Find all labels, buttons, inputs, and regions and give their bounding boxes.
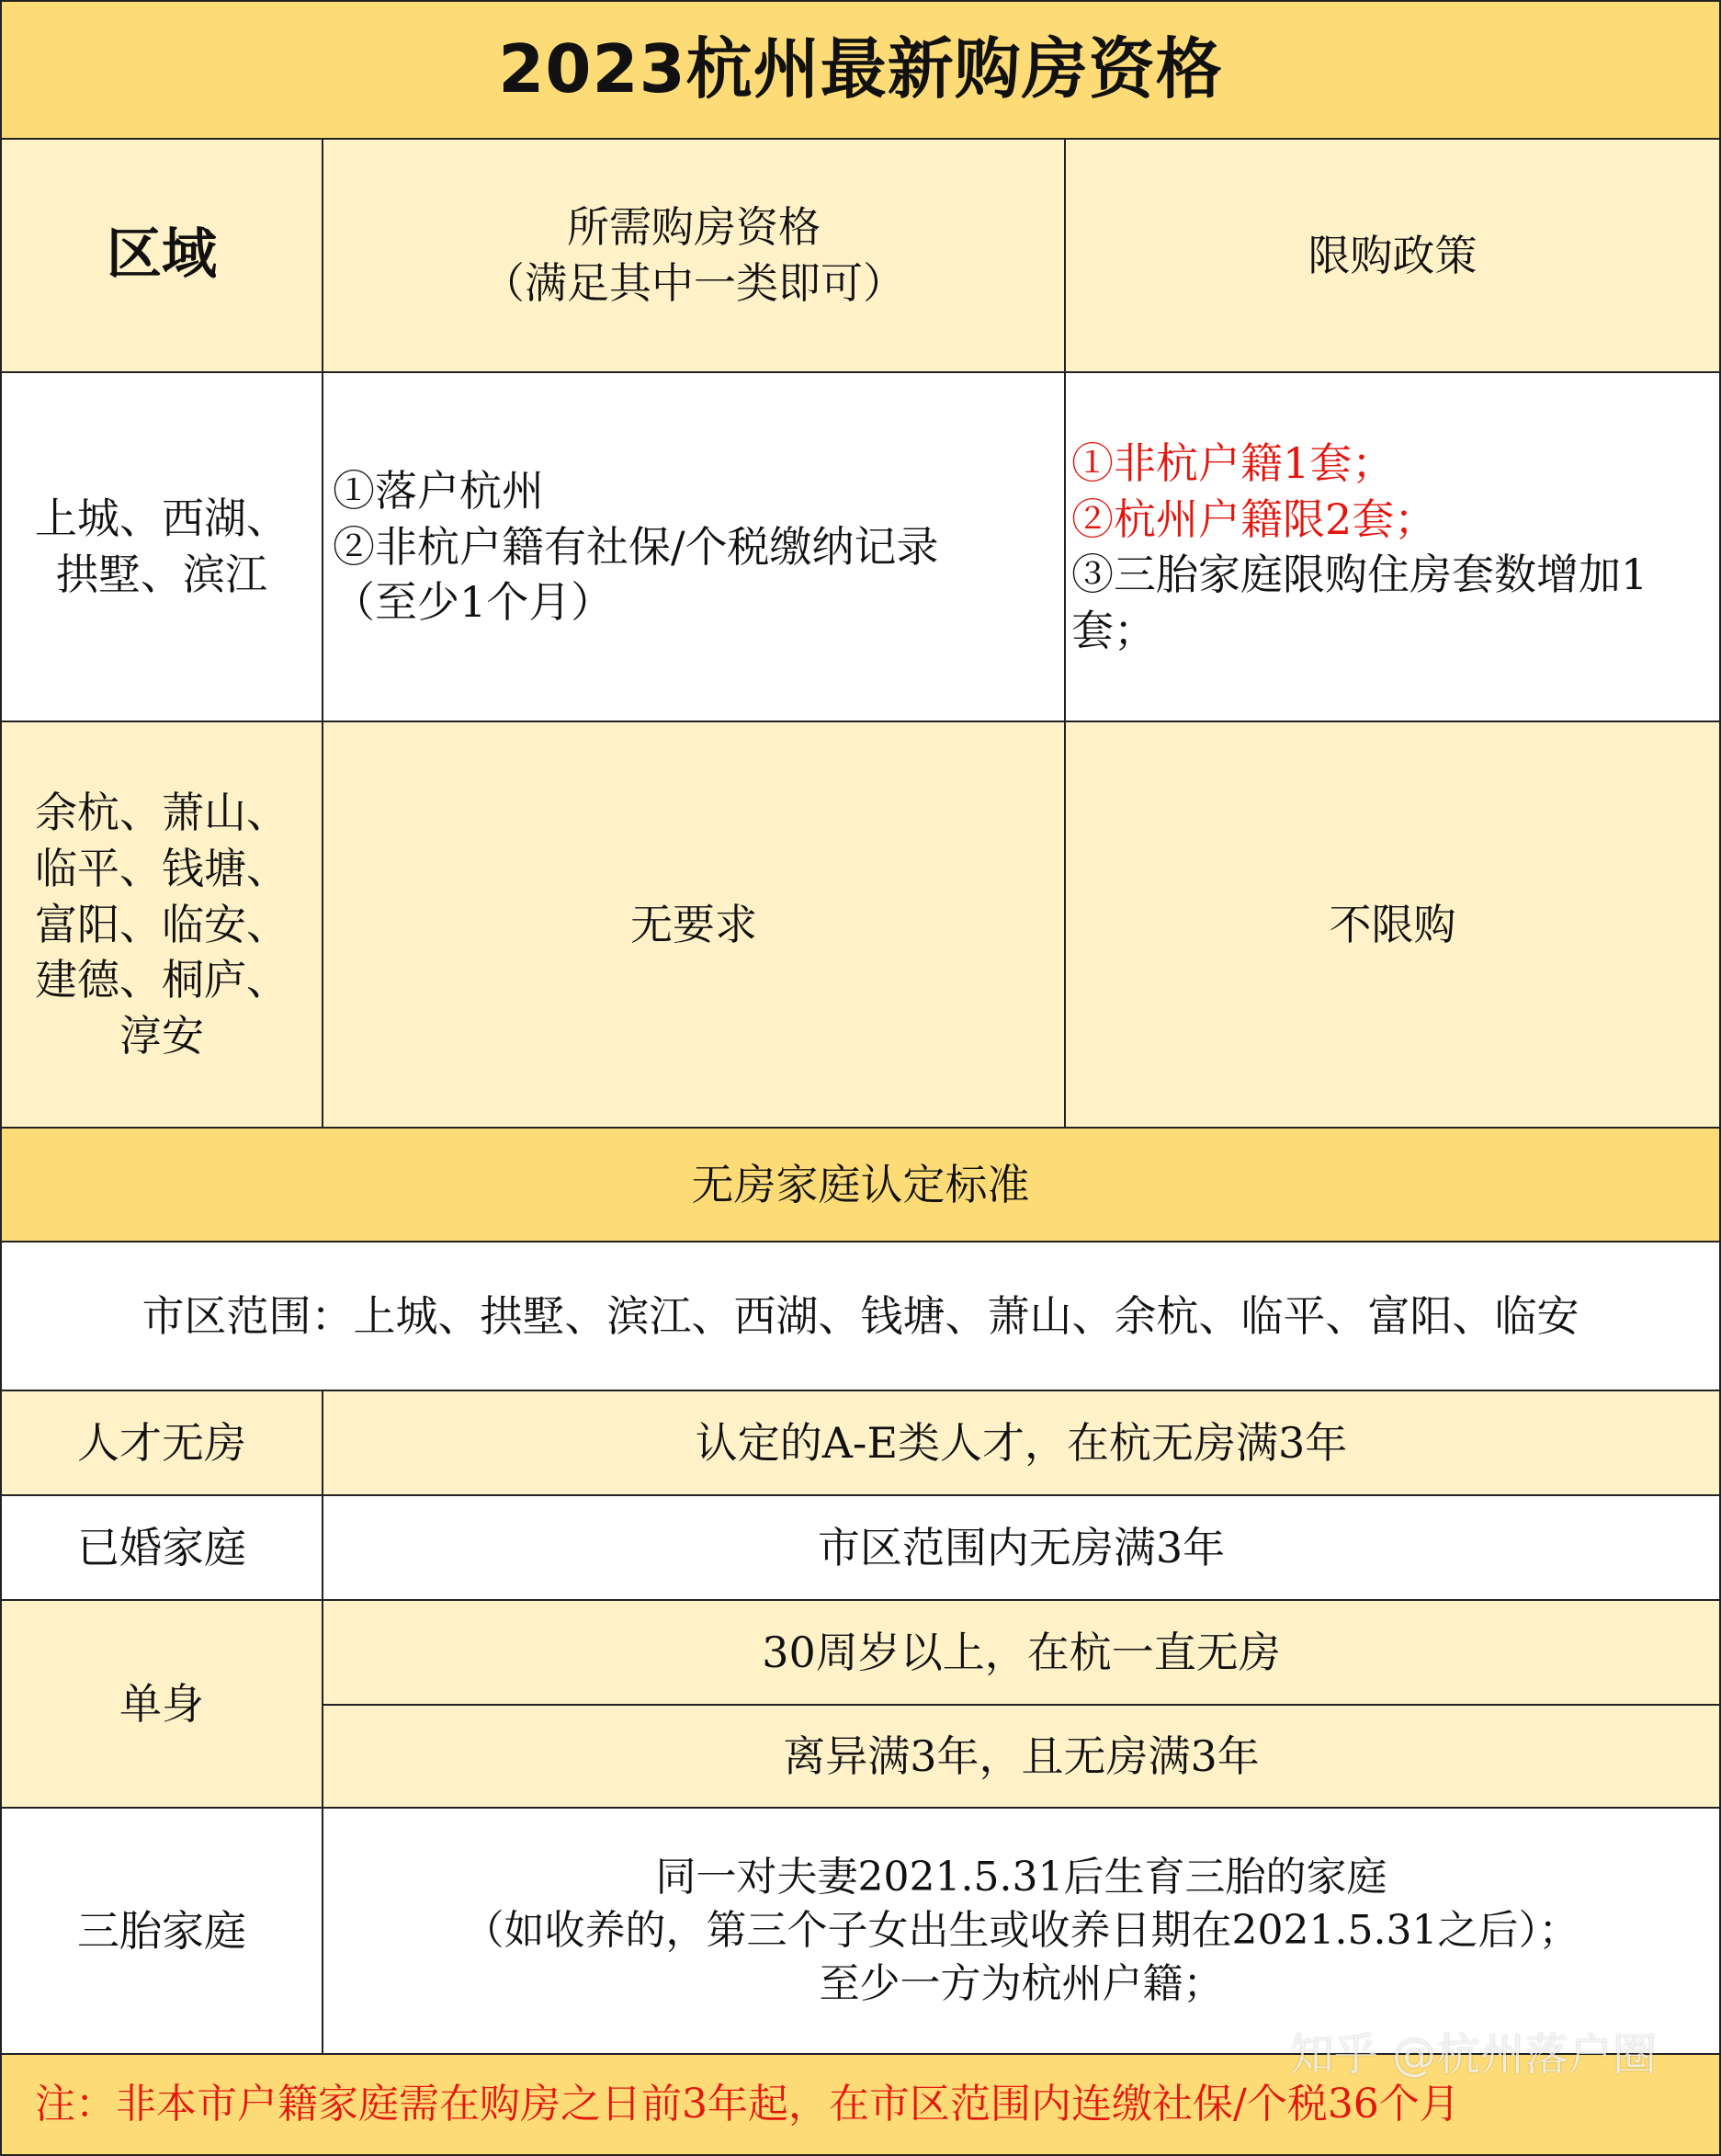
label-married: 已婚家庭: [0, 1494, 323, 1601]
header-qualification-line2: （满足其中一类即可）: [482, 258, 905, 308]
policy-line-4: 套；: [1071, 606, 1156, 656]
value-talent: 认定的A-E类人才，在杭无房满3年: [322, 1390, 1721, 1496]
policy-line-3: ③三胎家庭限购住房套数增加1: [1071, 550, 1648, 600]
footnote: 注：非本市户籍家庭需在购房之日前3年起，在市区范围内连缴社保/个税36个月: [0, 2053, 1721, 2156]
row1-region: 上城、西湖、 拱墅、滨江: [0, 371, 323, 722]
header-qualification: [322, 138, 1066, 373]
row1-qualification: ①落户杭州 ②非杭户籍有社保/个税缴纳记录 （至少1个月）: [322, 371, 1066, 722]
urban-scope: 市区范围：上城、拱墅、滨江、西湖、钱塘、萧山、余杭、临平、富阳、临安: [0, 1241, 1721, 1391]
label-single: 单身: [0, 1599, 323, 1809]
label-third-child: 三胎家庭: [0, 1807, 323, 2055]
row2-region: 余杭、萧山、 临平、钱塘、 富阳、临安、 建德、桐庐、 淳安: [0, 721, 323, 1129]
value-married: 市区范围内无房满3年: [322, 1494, 1721, 1601]
header-policy: 限购政策: [1064, 138, 1721, 373]
section-title: 无房家庭认定标准: [0, 1127, 1721, 1243]
value-single-2: 离异满3年，且无房满3年: [322, 1704, 1721, 1809]
header-qualification-line1: 所需购房资格: [567, 202, 821, 253]
policy-line-1: ①非杭户籍1套；: [1071, 438, 1395, 488]
row2-policy: 不限购: [1064, 721, 1721, 1129]
value-third-child: 同一对夫妻2021.5.31后生育三胎的家庭 （如收养的，第三个子女出生或收养日期在2021.5.31之后）； 至少一方为杭州户籍；: [322, 1807, 1721, 2055]
watermark: 知乎 @杭州落户圈: [1289, 2029, 1657, 2081]
policy-line-2: ②杭州户籍限2套；: [1071, 494, 1437, 544]
row1-policy: [1064, 371, 1721, 722]
page-title: 2023杭州最新购房资格: [0, 0, 1721, 140]
label-talent: 人才无房: [0, 1390, 323, 1496]
row2-qualification: 无要求: [322, 721, 1066, 1129]
header-region: 区域: [0, 138, 323, 373]
value-single-1: 30周岁以上，在杭一直无房: [322, 1599, 1721, 1706]
